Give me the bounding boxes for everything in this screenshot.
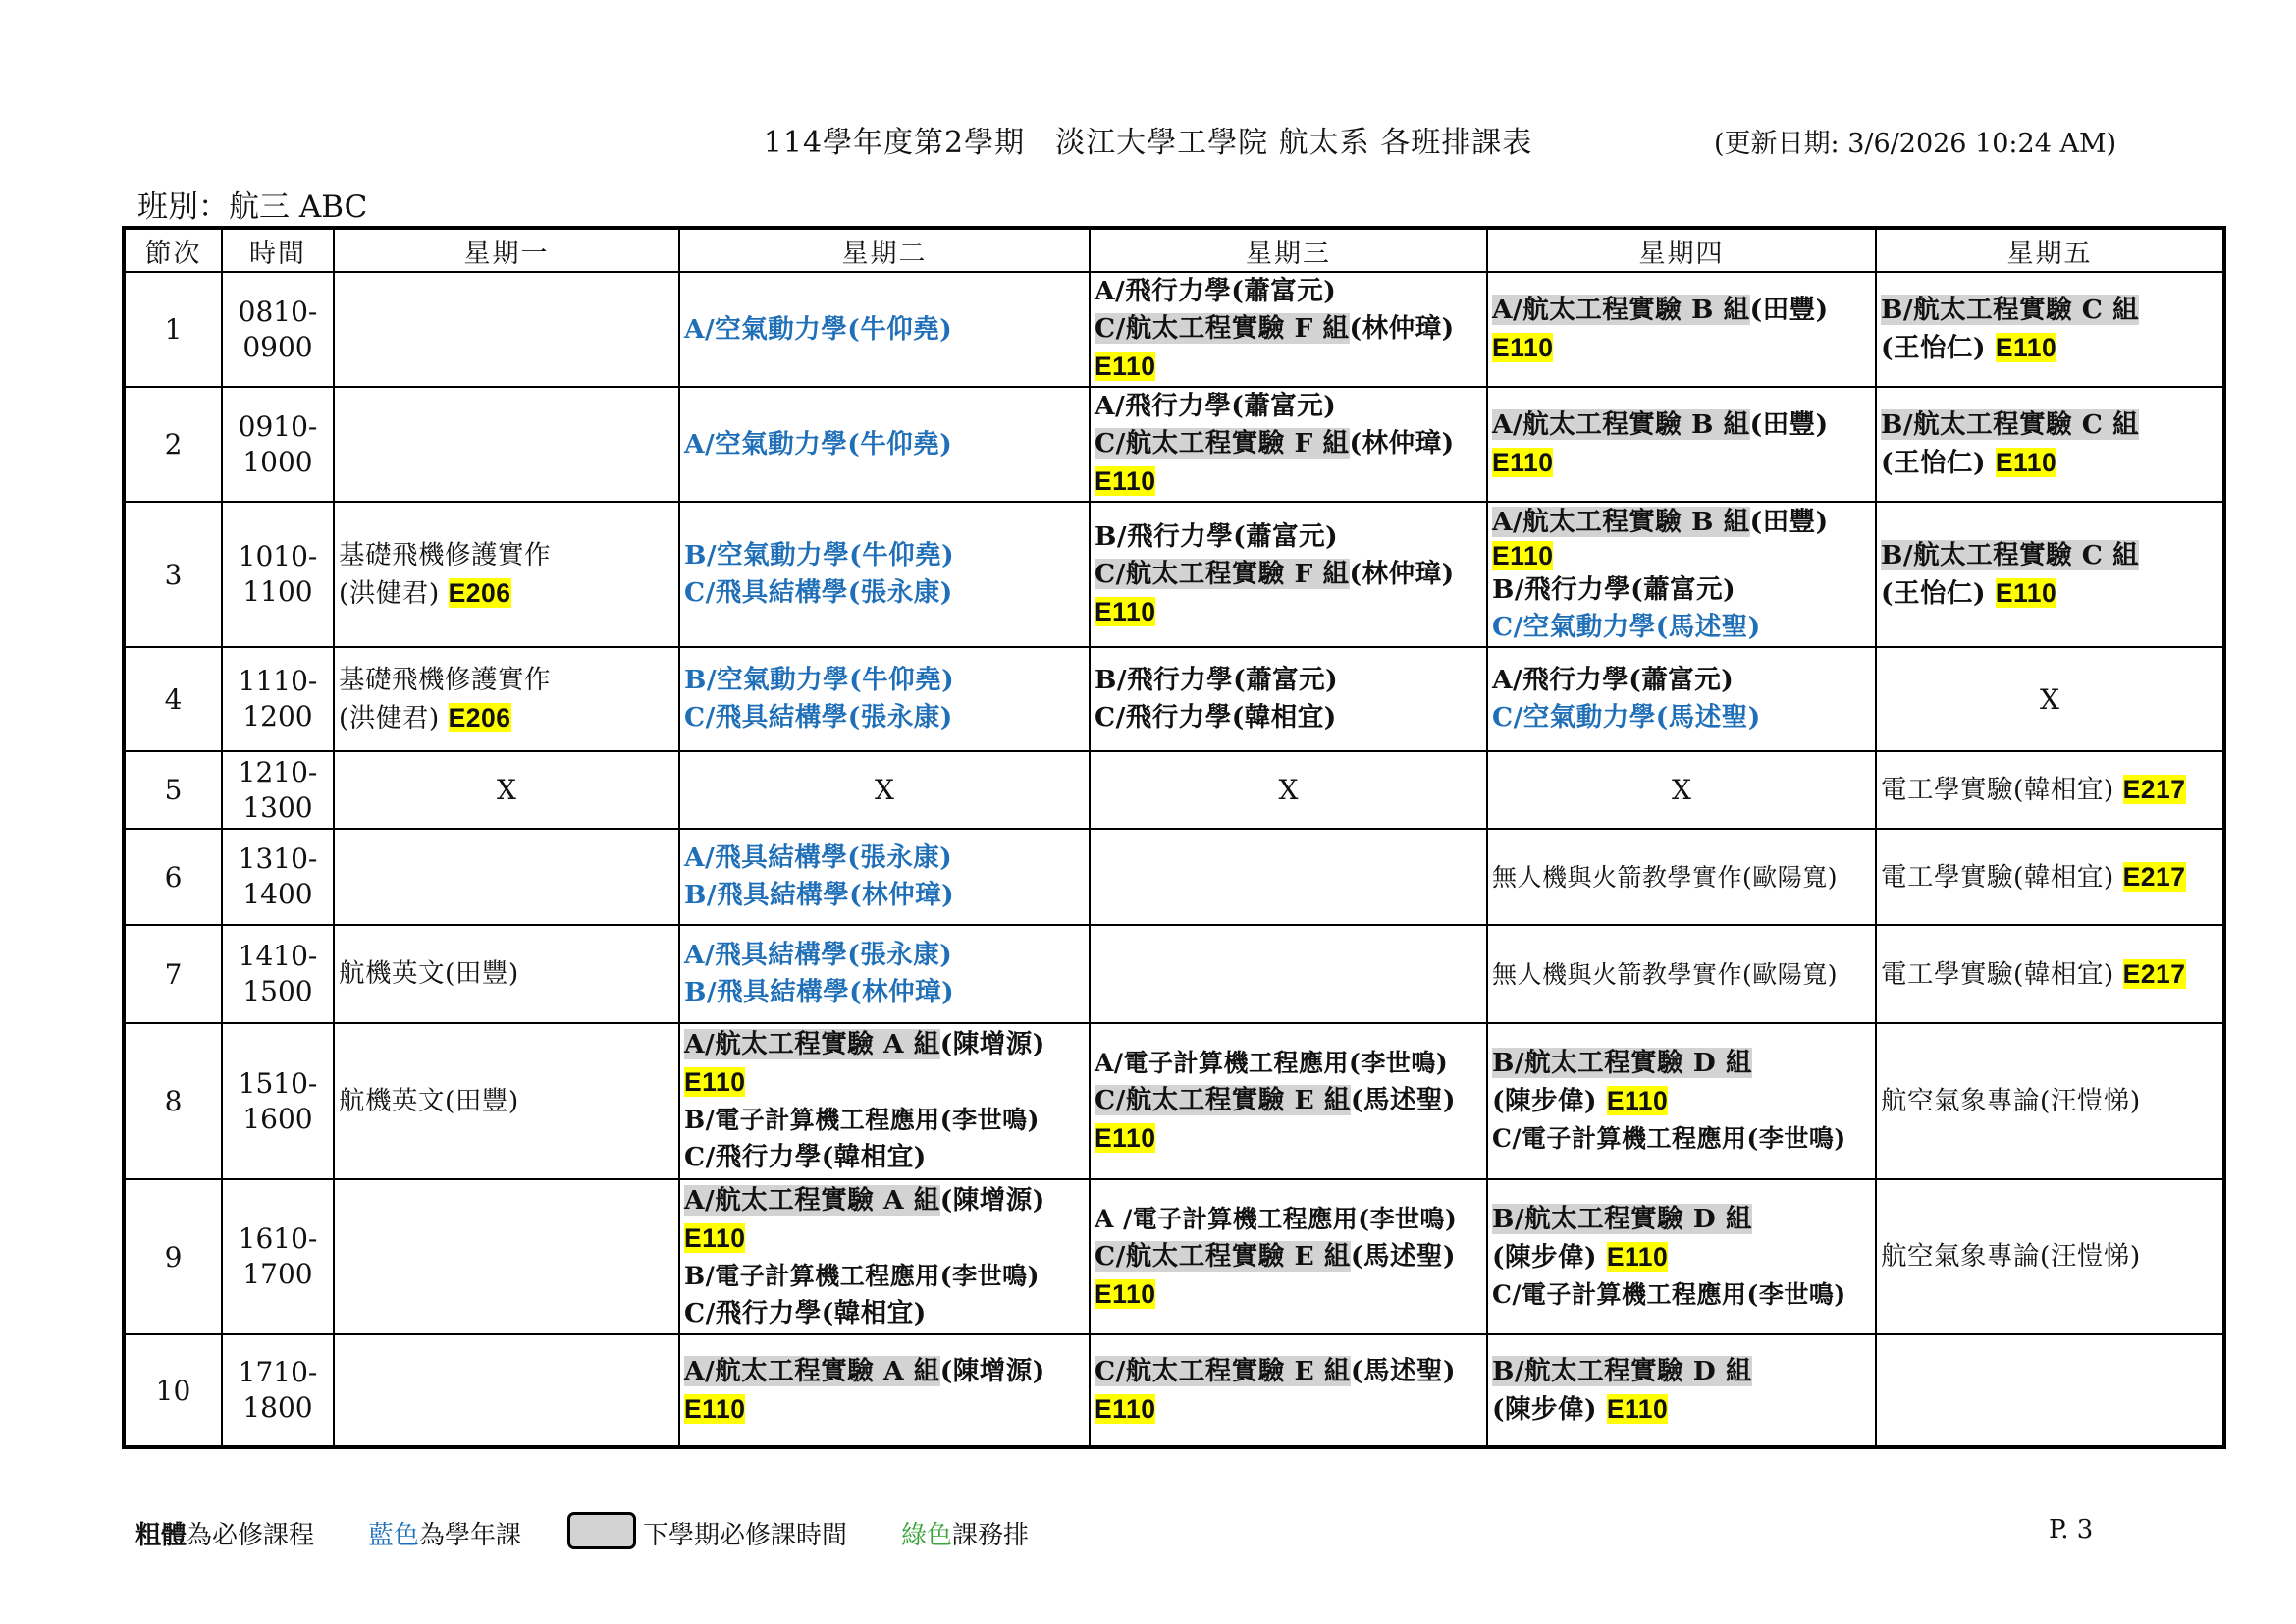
cell-tue [679, 829, 1090, 925]
room-badge: E110 [684, 1393, 746, 1424]
table-row [124, 387, 2224, 502]
time-slot: 1510- 1600 [222, 1023, 334, 1179]
legend-gray-swatch [567, 1512, 636, 1549]
cell-tue: A/航太工程實驗 A 組(陳增源) E110 [679, 1334, 1090, 1447]
course-entry: A/空氣動力學(牛仰堯) [684, 313, 953, 345]
cell-tue: A/航太工程實驗 A 組(陳增源) E110 B/電子計算機工程應用(李世鳴) C/飛行力學(韓相宜) [679, 1179, 1090, 1334]
course-entry: B/航太工程實驗 C 組 [1881, 295, 2140, 325]
cell-tue [679, 925, 1090, 1023]
room-badge: E110 [1606, 1393, 1669, 1424]
course-entry: C/飛具結構學(張永康) [684, 702, 953, 732]
cell-mon [334, 1334, 679, 1447]
course-entry: B/航太工程實驗 D 組 [1492, 1355, 1753, 1386]
room-badge: E206 [448, 577, 511, 608]
title-text: 114學年度第2學期 淡江大學工學院 航太系 各班排課表 [763, 126, 1533, 160]
course-entry: A/航太工程實驗 B 組 [1492, 506, 1750, 537]
cell-wed: X [1090, 751, 1487, 829]
schedule-table [122, 226, 2226, 1449]
course-entry: 無人機與火箭教學實作(歐陽寬) [1492, 862, 1839, 892]
course-entry: C/航太工程實驗 E 組 [1095, 1355, 1351, 1386]
course-entry: B/飛行力學(蕭富元) [1095, 665, 1339, 695]
course-entry: 電工學實驗(韓相宜) [1881, 861, 2114, 893]
course-entry: B/航太工程實驗 C 組 [1881, 409, 2140, 440]
course-entry: C/飛行力學(韓相宜) [1095, 702, 1337, 732]
legend-green: 綠色課務排 [901, 1520, 1030, 1549]
course-entry: B/航太工程實驗 D 組 [1492, 1203, 1753, 1234]
cell-mon: 基礎飛機修護實作 (洪健君) E206 [334, 502, 679, 647]
time-slot: 0810- 0900 [222, 272, 334, 387]
course-entry: B/航太工程實驗 D 組 [1492, 1048, 1753, 1078]
course-entry: 無人機與火箭教學實作(歐陽寬) [1492, 959, 1839, 989]
cell-mon: X [334, 751, 679, 829]
room-badge: E110 [1606, 1086, 1669, 1115]
cell-thu: B/航太工程實驗 D 組 (陳步偉) E110 [1487, 1334, 1876, 1447]
cell-fri [1876, 1334, 2224, 1447]
room-badge: E110 [684, 1222, 746, 1253]
period-number: 9 [124, 1179, 222, 1334]
room-badge: E110 [1095, 352, 1156, 381]
cell-tue [679, 502, 1090, 647]
page-title [0, 118, 2296, 161]
col-mon: 星期一 [334, 228, 679, 272]
course-entry: A/飛具結構學(張永康) [684, 940, 953, 970]
course-entry: 航空氣象專論(汪愷悌) [1881, 1241, 2141, 1272]
room-badge: E217 [2122, 861, 2186, 892]
table-row [124, 829, 2224, 925]
course-entry: B/航太工程實驗 C 組 [1881, 539, 2140, 570]
cell-mon: 基礎飛機修護實作 (洪健君) E206 [334, 647, 679, 751]
table-row [124, 925, 2224, 1023]
room-badge: E110 [1095, 596, 1156, 626]
cell-mon [334, 829, 679, 925]
time-slot: 1010- 1100 [222, 502, 334, 647]
period-number: 7 [124, 925, 222, 1023]
cell-fri [1876, 1179, 2224, 1334]
col-fri: 星期五 [1876, 228, 2224, 272]
col-tue: 星期二 [679, 228, 1090, 272]
period-number: 10 [124, 1334, 222, 1447]
table-row [124, 1334, 2224, 1447]
course-entry: B/電子計算機工程應用(李世鳴) [684, 1106, 1040, 1134]
table-row [124, 272, 2224, 387]
course-entry: B/空氣動力學(牛仰堯) [684, 665, 955, 695]
course-entry: A/航太工程實驗 B 組 [1492, 409, 1750, 440]
col-time: 時間 [222, 228, 334, 272]
cell-thu [1487, 925, 1876, 1023]
room-badge: E110 [1095, 1278, 1156, 1309]
course-entry: A/空氣動力學(牛仰堯) [684, 428, 953, 460]
course-entry: C/飛具結構學(張永康) [684, 577, 953, 608]
time-slot: 0910- 1000 [222, 387, 334, 502]
cell-tue: X [679, 751, 1090, 829]
room-badge: E110 [1492, 448, 1554, 477]
update-date: (更新日期: 3/6/2026 10:24 AM) [1714, 129, 2117, 159]
cell-thu: A/航太工程實驗 B 組(田豐) E110 [1487, 272, 1876, 387]
course-entry: B/飛具結構學(林仲璋) [684, 880, 955, 910]
cell-tue [679, 387, 1090, 502]
cell-tue: A/航太工程實驗 A 組(陳增源) E110 B/電子計算機工程應用(李世鳴) C/飛行力學(韓相宜) [679, 1023, 1090, 1179]
cell-wed: A/飛行力學(蕭富元) C/航太工程實驗 F 組(林仲璋) E110 [1090, 387, 1487, 502]
table-row [124, 1179, 2224, 1334]
course-entry: A/飛具結構學(張永康) [684, 842, 953, 873]
course-entry: B/空氣動力學(牛仰堯) [684, 540, 955, 570]
cell-thu: A/航太工程實驗 B 組(田豐) E110 B/飛行力學(蕭富元) C/空氣動力學(馬述聖) [1487, 502, 1876, 647]
room-badge: E110 [1095, 1393, 1156, 1424]
course-entry: A/飛行力學(蕭富元) [1095, 391, 1337, 421]
course-entry: C/航太工程實驗 E 組 [1095, 1240, 1351, 1272]
room-badge: E110 [684, 1067, 746, 1097]
period-number: 1 [124, 272, 222, 387]
cell-fri [1876, 751, 2224, 829]
room-badge: E110 [1995, 448, 2057, 477]
legend-gray: 下學期必修課時間 [643, 1520, 848, 1549]
time-slot: 1110- 1200 [222, 647, 334, 751]
legend-bold: 粗體為必修課程 [135, 1520, 315, 1549]
course-entry: 航空氣象專論(汪愷悌) [1881, 1085, 2141, 1116]
cell-wed [1090, 829, 1487, 925]
table-row [124, 751, 2224, 829]
cell-thu: B/航太工程實驗 D 組 (陳步偉) E110 C/電子計算機工程應用(李世鳴) [1487, 1179, 1876, 1334]
cell-mon [334, 925, 679, 1023]
course-entry: A /電子計算機工程應用(李世鳴) [1095, 1204, 1458, 1233]
cell-fri: B/航太工程實驗 C 組 (王怡仁) E110 [1876, 272, 2224, 387]
col-wed: 星期三 [1090, 228, 1487, 272]
cell-wed [1090, 925, 1487, 1023]
col-period: 節次 [124, 228, 222, 272]
time-slot: 1710- 1800 [222, 1334, 334, 1447]
table-row [124, 1023, 2224, 1179]
period-number: 5 [124, 751, 222, 829]
period-number: 2 [124, 387, 222, 502]
period-number: 8 [124, 1023, 222, 1179]
cell-wed: A /電子計算機工程應用(李世鳴) C/航太工程實驗 E 組(馬述聖) E110 [1090, 1179, 1487, 1334]
course-entry: A/航太工程實驗 A 組 [684, 1029, 940, 1059]
room-badge: E110 [1995, 577, 2057, 608]
course-entry: C/飛行力學(韓相宜) [684, 1142, 927, 1172]
cell-tue [679, 647, 1090, 751]
col-thu: 星期四 [1487, 228, 1876, 272]
cell-wed [1090, 647, 1487, 751]
cell-thu: X [1487, 751, 1876, 829]
room-badge: E110 [1095, 466, 1156, 496]
course-entry: A/飛行力學(蕭富元) [1095, 276, 1337, 306]
course-entry: A/航太工程實驗 A 組 [684, 1355, 940, 1386]
room-badge: E110 [1606, 1241, 1669, 1272]
course-entry: B/飛具結構學(林仲璋) [684, 977, 955, 1007]
course-entry: C/空氣動力學(馬述聖) [1492, 702, 1761, 732]
cell-wed: A/飛行力學(蕭富元) C/航太工程實驗 F 組(林仲璋) E110 [1090, 272, 1487, 387]
room-badge: E110 [1995, 333, 2057, 362]
cell-mon [334, 272, 679, 387]
table-row [124, 647, 2224, 751]
period-number: 4 [124, 647, 222, 751]
course-entry: 電工學實驗(韓相宜) [1881, 775, 2114, 805]
course-entry: C/空氣動力學(馬述聖) [1492, 611, 1761, 642]
course-entry: A/電子計算機工程應用(李世鳴) [1095, 1049, 1449, 1077]
course-entry: 電工學實驗(韓相宜) [1881, 958, 2114, 990]
class-label: 班別：航三 ABC [137, 189, 368, 225]
room-badge: E217 [2122, 958, 2186, 989]
period-number: 3 [124, 502, 222, 647]
course-entry: B/飛行力學(蕭富元) [1492, 573, 1736, 605]
course-entry: B/電子計算機工程應用(李世鳴) [684, 1261, 1040, 1290]
course-entry: A/航太工程實驗 B 組 [1492, 295, 1750, 325]
cell-fri: X [1876, 647, 2224, 751]
cell-thu [1487, 647, 1876, 751]
cell-fri: B/航太工程實驗 C 組 (王怡仁) E110 [1876, 387, 2224, 502]
cell-fri [1876, 1023, 2224, 1179]
room-badge: E206 [448, 702, 511, 732]
course-entry: C/飛行力學(韓相宜) [684, 1297, 927, 1328]
header-row [124, 228, 2224, 272]
room-badge: E110 [1492, 333, 1554, 362]
course-entry: B/飛行力學(蕭富元) [1095, 520, 1339, 552]
legend-blue: 藍色為學年課 [368, 1520, 522, 1549]
course-entry: 航機英文(田豐) [339, 958, 519, 989]
cell-wed: B/飛行力學(蕭富元) C/航太工程實驗 F 組(林仲璋) E110 [1090, 502, 1487, 647]
cell-wed: A/電子計算機工程應用(李世鳴) C/航太工程實驗 E 組(馬述聖) E110 [1090, 1023, 1487, 1179]
cell-thu [1487, 829, 1876, 925]
page-number: P. 3 [2049, 1515, 2094, 1544]
time-slot: 1210- 1300 [222, 751, 334, 829]
period-number: 6 [124, 829, 222, 925]
course-entry: C/電子計算機工程應用(李世鳴) [1492, 1124, 1846, 1153]
time-slot: 1610- 1700 [222, 1179, 334, 1334]
cell-mon [334, 1179, 679, 1334]
course-entry: C/航太工程實驗 F 組 [1095, 428, 1350, 459]
course-entry: C/航太工程實驗 F 組 [1095, 558, 1350, 589]
room-badge: E217 [2122, 775, 2186, 804]
cell-thu: B/航太工程實驗 D 組 (陳步偉) E110 C/電子計算機工程應用(李世鳴) [1487, 1023, 1876, 1179]
cell-mon [334, 1023, 679, 1179]
cell-fri: B/航太工程實驗 C 組 (王怡仁) E110 [1876, 502, 2224, 647]
course-entry: C/航太工程實驗 E 組 [1095, 1085, 1351, 1115]
time-slot: 1410- 1500 [222, 925, 334, 1023]
course-entry: C/航太工程實驗 F 組 [1095, 313, 1350, 344]
cell-tue [679, 272, 1090, 387]
course-entry: 基礎飛機修護實作 [339, 539, 551, 570]
room-badge: E110 [1492, 540, 1554, 570]
course-entry: 基礎飛機修護實作 [339, 664, 551, 695]
course-entry: C/電子計算機工程應用(李世鳴) [1492, 1279, 1846, 1309]
cell-fri [1876, 829, 2224, 925]
course-entry: 航機英文(田豐) [339, 1085, 519, 1116]
cell-mon [334, 387, 679, 502]
cell-fri [1876, 925, 2224, 1023]
table-row [124, 502, 2224, 647]
course-entry: A/飛行力學(蕭富元) [1492, 665, 1735, 695]
room-badge: E110 [1095, 1123, 1156, 1153]
cell-wed: C/航太工程實驗 E 組(馬述聖) E110 [1090, 1334, 1487, 1447]
course-entry: A/航太工程實驗 A 組 [684, 1184, 940, 1216]
time-slot: 1310- 1400 [222, 829, 334, 925]
cell-thu: A/航太工程實驗 B 組(田豐) E110 [1487, 387, 1876, 502]
